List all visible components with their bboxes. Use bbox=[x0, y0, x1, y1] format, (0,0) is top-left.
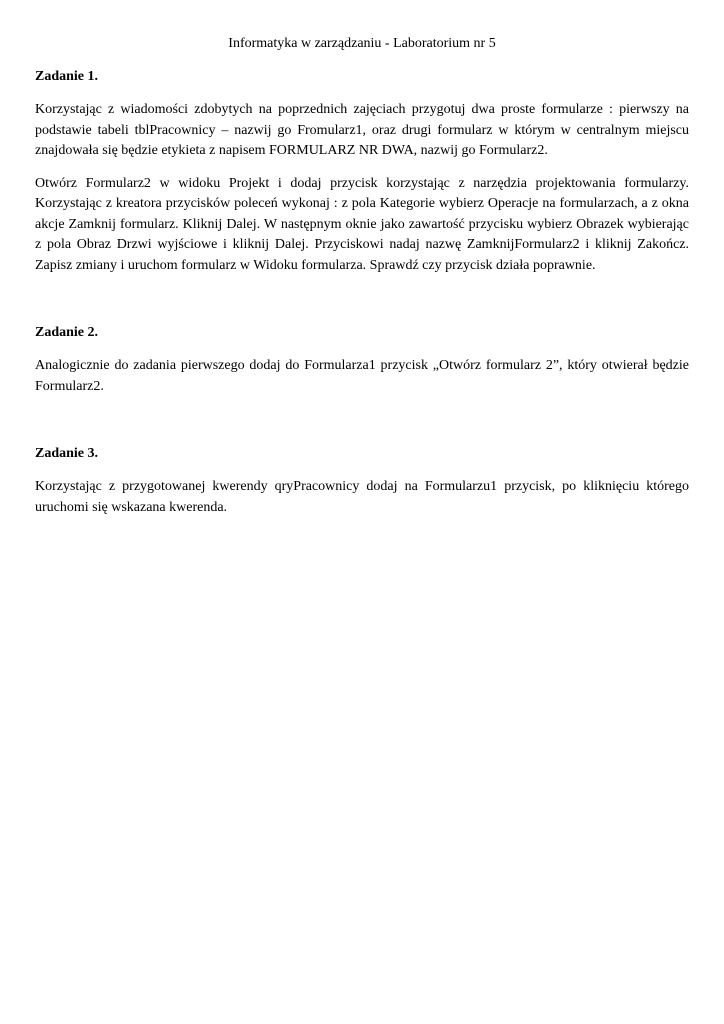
document-header: Informatyka w zarządzaniu - Laboratorium nr 5 bbox=[228, 36, 496, 51]
task-1-heading: Zadanie 1. bbox=[35, 69, 99, 84]
task-3-paragraph-1: Korzystając z przygotowanej kwerendy qryPracownicy dodaj na Formularzu1 przycisk, po kliknięciu którego uruchomi się wskazana kwerenda. bbox=[35, 479, 689, 515]
task-1-paragraph-1: Korzystając z wiadomości zdobytych na poprzednich zajęciach przygotuj dwa proste formularze : pierwszy na podstawie tabeli tblPracownicy – nazwij go Fromularz1, oraz drugi formularz w którym w centralnym miejscu znajdowała się będzie etykieta z napisem FORMULARZ NR DWA, nazwij go Formularz2. bbox=[35, 102, 689, 158]
task-1-paragraph-2: Otwórz Formularz2 w widoku Projekt i dodaj przycisk korzystając z narzędzia projektowania formularzy. Korzystając z kreatora przycisków poleceń wykonaj : z pola Kategorie wybierz Operacje na formularzach, a z okna akcje Zamknij formularz. Kliknij Dalej. W następnym oknie jako zawartość przycisku wybierz Obrazek wybierając z pola Obraz Drzwi wyjściowe i kliknij Dalej. Przyciskowi nadaj nazwę ZamknijFormularz2 i kliknij Zakończ. Zapisz zmiany i uruchom formularz w Widoku formularza. Sprawdź czy przycisk działa poprawnie. bbox=[35, 175, 689, 273]
task-3-section bbox=[35, 444, 689, 518]
task-2-paragraph-1: Analogicznie do zadania pierwszego dodaj do Formularza1 przycisk „Otwórz formularz 2”, który otwierał będzie Formularz2. bbox=[35, 358, 689, 394]
task-3-heading: Zadanie 3. bbox=[35, 446, 99, 461]
task-2-section bbox=[35, 323, 689, 397]
task-2-heading: Zadanie 2. bbox=[35, 325, 99, 340]
task-1-section bbox=[35, 67, 689, 276]
